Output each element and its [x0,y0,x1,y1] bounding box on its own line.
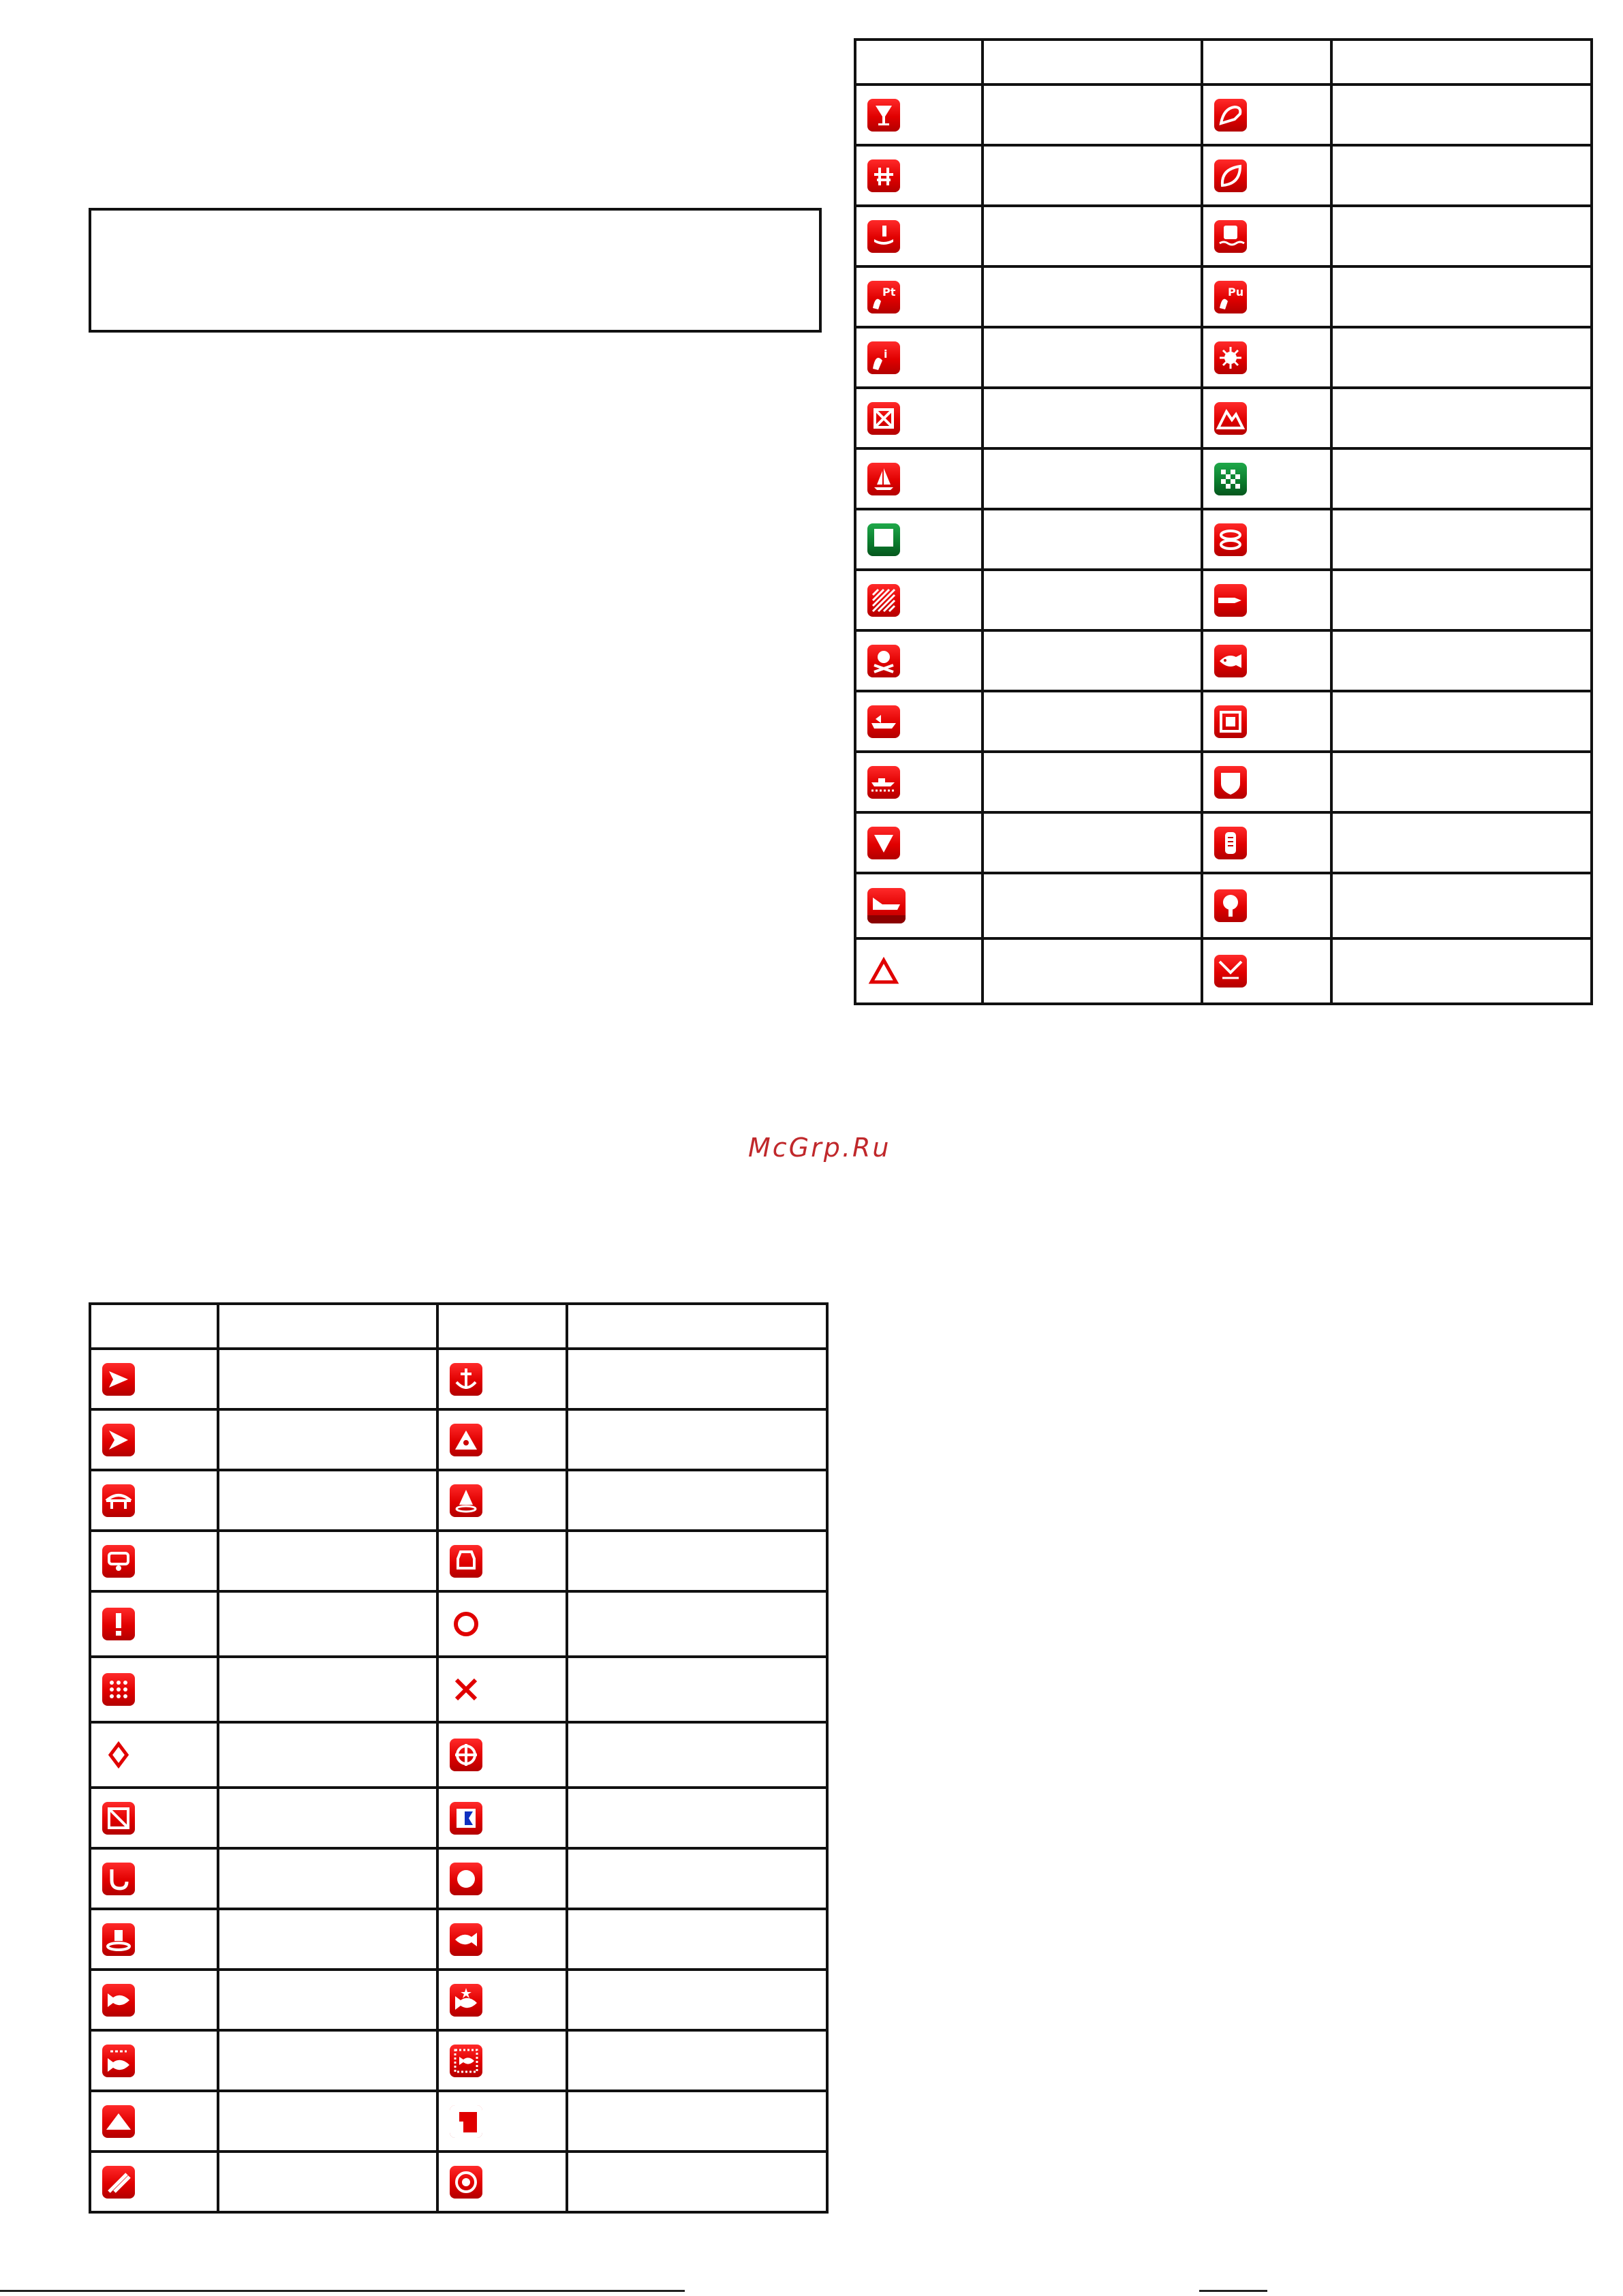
table-row [855,691,1592,752]
table-row [855,388,1592,448]
table-row [90,1970,827,2030]
icon-cell [90,1409,218,1470]
icon-cell [855,873,983,938]
desc-cell [567,1657,827,1722]
wreck-mountain-icon [1214,402,1247,435]
icon-cell [1202,873,1331,938]
icon-cell [855,812,983,873]
desc-cell [1331,812,1592,873]
dot-grid-icon [102,1673,135,1706]
icon-cell [90,1591,218,1657]
fish-dotted-icon [450,2045,482,2077]
bridge-icon [102,1484,135,1517]
desc-cell [1331,388,1592,448]
skull-crossbones-icon [867,645,900,677]
table-row [90,2030,827,2091]
filled-circle-icon [450,1863,482,1895]
triangle-marker-icon [450,1424,482,1456]
table-header-row [90,1304,827,1349]
desc-cell [218,1848,437,1909]
car-ferry-icon [102,1545,135,1578]
desc-cell [1331,630,1592,691]
desc-cell [218,1591,437,1657]
desc-cell [1331,327,1592,388]
target-icon [450,2166,482,2199]
icon-cell [1202,630,1331,691]
table-row [90,1470,827,1531]
icon-cell [90,1470,218,1531]
icon-cell [855,85,983,145]
desc-cell [218,1470,437,1531]
icon-cell [855,630,983,691]
desc-cell [567,1470,827,1531]
desc-cell [1331,85,1592,145]
desc-cell [218,1657,437,1722]
towboat-icon [867,766,900,799]
desc-cell [567,2030,827,2091]
rocket-icon [102,2166,135,2199]
icon-cell [1202,812,1331,873]
icon-cell [437,1909,567,1970]
desc-cell [567,1848,827,1909]
icon-cell [437,2091,567,2152]
fish-pi-icon [867,341,900,374]
icon-cell [437,2152,567,2212]
desc-cell [983,873,1202,938]
icon-cell [90,1657,218,1722]
desc-cell [1331,570,1592,630]
blue-flag-icon [450,1802,482,1835]
header-cell [983,40,1202,85]
desc-cell [567,1909,827,1970]
sailboat-icon [867,463,900,495]
desc-cell [983,206,1202,266]
fish-stars-icon [102,2045,135,2077]
table-row [855,266,1592,327]
icon-cell [855,691,983,752]
desc-cell [983,630,1202,691]
table-row [90,1657,827,1722]
icon-cell [437,2030,567,2091]
tire-stack-icon [1214,523,1247,556]
desc-cell [218,2030,437,2091]
icon-cell [855,570,983,630]
table-row [90,1531,827,1591]
mooring-post-icon [1214,827,1247,859]
desc-cell [1331,938,1592,1004]
icon-cell [90,2152,218,2212]
desc-cell [218,1788,437,1848]
desc-cell [1331,691,1592,752]
table-row [90,2091,827,2152]
symbol-table-b [89,1302,829,2214]
icon-cell [855,266,983,327]
icon-cell [1202,85,1331,145]
airplane-icon [102,1363,135,1396]
fish-icon [450,1923,482,1956]
desc-cell [1331,509,1592,570]
desc-cell [983,938,1202,1004]
header-cell [855,40,983,85]
icon-cell [1202,691,1331,752]
icon-cell [1202,509,1331,570]
desc-cell [1331,266,1592,327]
table-row [90,1591,827,1657]
footer-rule-right [1199,2290,1267,2292]
table-row [855,206,1592,266]
icon-cell [1202,938,1331,1004]
fish-pt-icon [867,281,900,313]
table-row [90,1788,827,1848]
desc-cell [567,1591,827,1657]
desc-cell [983,752,1202,812]
exclamation-icon [102,1608,135,1640]
icon-cell [1202,388,1331,448]
table-row [855,630,1592,691]
icon-cell [90,1848,218,1909]
icon-cell [437,1848,567,1909]
header-cell [1202,40,1331,85]
desc-cell [1331,873,1592,938]
desc-cell [567,1349,827,1409]
icon-cell [1202,206,1331,266]
watermark: McGrp.Ru [748,1133,891,1163]
icon-cell [1202,266,1331,327]
icon-cell [1202,448,1331,509]
icon-cell [90,2030,218,2091]
arrow-right-icon [102,1424,135,1456]
desc-cell [983,691,1202,752]
note-box [89,208,822,333]
table-row [855,85,1592,145]
table-row [90,1409,827,1470]
table-header-row [855,40,1592,85]
desc-cell [567,1722,827,1788]
table-row [855,812,1592,873]
icon-cell [855,206,983,266]
boat-ramp-icon [867,220,900,253]
desc-cell [567,1531,827,1591]
cross-x-icon [450,1673,482,1706]
table-row [855,938,1592,1004]
desc-cell [567,1409,827,1470]
icon-cell [90,1531,218,1591]
icon-cell [855,509,983,570]
checkered-flag-icon [1214,463,1247,495]
desc-cell [218,1909,437,1970]
crosshair-icon [450,1739,482,1771]
header-cell [218,1304,437,1349]
icon-cell [855,388,983,448]
icon-cell [437,1409,567,1470]
buoy-icon [450,1484,482,1517]
desc-cell [218,2091,437,2152]
table-row [90,1909,827,1970]
header-cell [567,1304,827,1349]
icon-cell [437,1788,567,1848]
fish-right-icon [1214,584,1247,617]
diagonal-line-icon [102,1802,135,1835]
motorboat-icon [867,705,900,738]
circle-outline-icon [450,1608,482,1640]
header-cell [1331,40,1592,85]
table-row [855,448,1592,509]
chart-hook-icon [1214,99,1247,132]
desc-cell [218,1970,437,2030]
icon-cell [90,1722,218,1788]
starburst-icon [1214,341,1247,374]
icon-cell [90,1788,218,1848]
corner-flag-icon [450,2105,482,2138]
fish-left-icon [102,1984,135,2017]
desc-cell [218,1531,437,1591]
crossed-box-icon [867,402,900,435]
shoal-pattern-icon [867,584,900,617]
icon-cell [1202,145,1331,206]
footer-rule-left [0,2290,685,2292]
svg-text:Pu: Pu [1228,285,1244,299]
table-row [90,1349,827,1409]
table-row [855,509,1592,570]
icon-cell [437,1591,567,1657]
icon-cell [1202,570,1331,630]
icon-cell [855,938,983,1004]
mountain-icon [102,2105,135,2138]
desc-cell [567,1788,827,1848]
shield-icon [1214,766,1247,799]
hook-icon [102,1863,135,1895]
table-row [855,752,1592,812]
fish-pu-icon [1214,281,1247,313]
desc-cell [218,1409,437,1470]
icon-cell [437,1470,567,1531]
down-arrow-triangle-icon [867,827,900,859]
icon-cell [437,1531,567,1591]
desc-cell [983,570,1202,630]
cocktail-glass-icon [867,99,900,132]
desc-cell [983,327,1202,388]
square-target-icon [1214,705,1247,738]
icon-cell [437,1722,567,1788]
icon-cell [437,1349,567,1409]
icon-cell [855,448,983,509]
desc-cell [567,2091,827,2152]
green-square-icon [867,523,900,556]
table-row [855,873,1592,938]
desc-cell [1331,448,1592,509]
svg-text:Pt: Pt [882,285,896,299]
desc-cell [218,1722,437,1788]
desc-cell [567,2152,827,2212]
desc-cell [1331,145,1592,206]
icon-cell [90,1909,218,1970]
icon-cell [855,145,983,206]
icon-cell [1202,327,1331,388]
desc-cell [983,509,1202,570]
fish-eye-icon [1214,645,1247,677]
icon-cell [90,1970,218,2030]
bell-buoy-icon [102,1923,135,1956]
desc-cell [983,145,1202,206]
table-row [855,145,1592,206]
desc-cell [218,2152,437,2212]
desc-cell [983,266,1202,327]
header-cell [437,1304,567,1349]
table-row [90,1848,827,1909]
desc-cell [983,388,1202,448]
fish-star-icon [450,1984,482,2017]
svg-text:i: i [884,347,888,361]
table-row [90,2152,827,2212]
checkmark-envelope-icon [1214,955,1247,988]
icon-cell [855,752,983,812]
tree-icon [1214,889,1247,922]
header-cell [90,1304,218,1349]
desc-cell [567,1970,827,2030]
icon-cell [855,327,983,388]
table-row [855,327,1592,388]
icon-cell [437,1970,567,2030]
leaf-icon [1214,159,1247,192]
desc-cell [983,85,1202,145]
icon-cell [1202,752,1331,812]
fuel-pump-icon [867,159,900,192]
warning-triangle-icon [867,955,900,988]
diamond-outline-icon [102,1739,135,1771]
bus-wave-icon [1214,220,1247,253]
desc-cell [983,448,1202,509]
icon-cell [437,1657,567,1722]
fast-boat-icon [867,888,906,923]
desc-cell [218,1349,437,1409]
desc-cell [983,812,1202,873]
desc-cell [1331,752,1592,812]
desc-cell [1331,206,1592,266]
table-row [90,1722,827,1788]
icon-cell [90,1349,218,1409]
anchor-icon [450,1363,482,1396]
table-row [855,570,1592,630]
symbol-table-a [854,38,1593,1005]
car-front-icon [450,1545,482,1578]
icon-cell [90,2091,218,2152]
